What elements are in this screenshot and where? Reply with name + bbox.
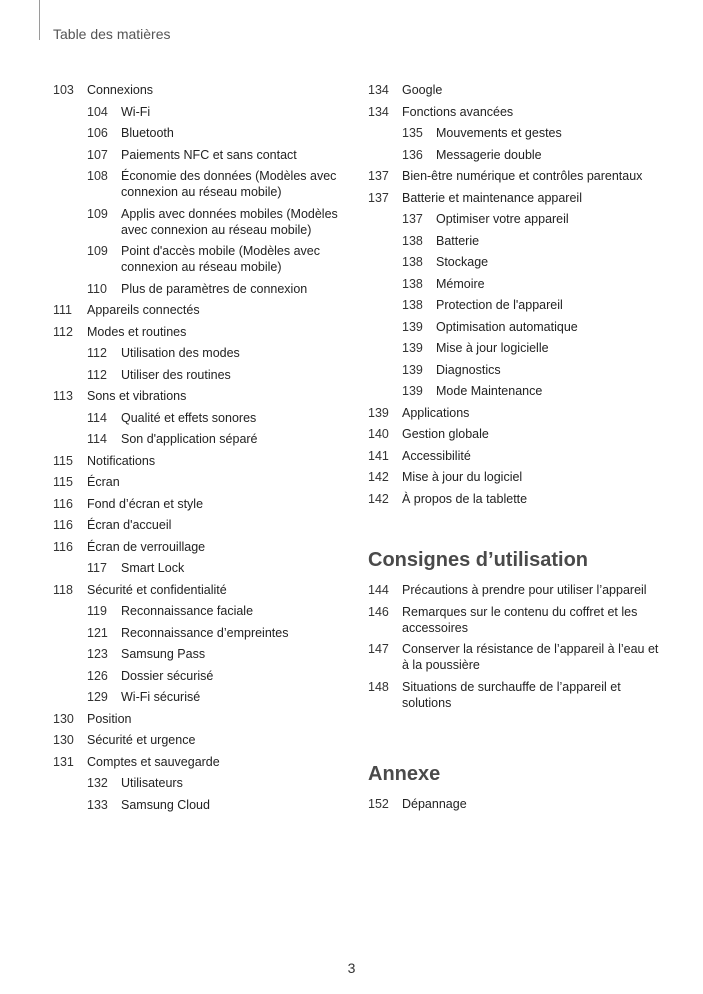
toc-page-number: 132 (87, 776, 108, 790)
toc-page-number: 109 (87, 206, 108, 221)
toc-entry-title: Google (402, 83, 443, 97)
toc-page-number: 119 (87, 604, 107, 618)
toc-entry-title: Protection de l'appareil (436, 298, 563, 312)
toc-entry[interactable] (53, 517, 363, 533)
page-number: 3 (347, 960, 356, 976)
toc-entry-title: Qualité et effets sonores (121, 410, 257, 425)
toc-entry[interactable] (53, 82, 363, 98)
toc-entry-title: Écran (87, 475, 120, 489)
toc-page-number: 138 (402, 233, 423, 248)
toc-entry-title: Utilisation des modes (121, 346, 240, 360)
toc-entry-title: Gestion globale (402, 427, 489, 441)
toc-entry[interactable] (368, 426, 668, 442)
toc-entry-title: Son d'application séparé (121, 432, 258, 446)
toc-entry-title: Wi-Fi sécurisé (121, 690, 201, 704)
toc-page-number: 116 (53, 539, 73, 554)
toc-entry-title: Précautions à prendre pour utiliser l’appareil (402, 583, 647, 597)
toc-entry-title: Messagerie double (436, 147, 542, 162)
toc-entry[interactable] (53, 496, 363, 512)
toc-entry[interactable] (368, 448, 668, 464)
toc-entry-title: Sécurité et confidentialité (87, 582, 227, 597)
toc-entry-title: Reconnaissance faciale (121, 604, 254, 618)
toc-entry-title: Sécurité et urgence (87, 733, 196, 747)
toc-entry-title: Wi-Fi (121, 104, 151, 119)
toc-page-number: 104 (87, 104, 108, 119)
toc-page-number: 138 (402, 276, 423, 291)
toc-entry-title: Modes et routines (87, 324, 187, 339)
toc-page-number: 147 (368, 642, 389, 656)
toc-entry[interactable] (87, 345, 363, 361)
toc-entry[interactable] (87, 668, 363, 684)
toc-entry-title: Bien-être numérique et contrôles parentaux (402, 169, 643, 183)
toc-page-number: 108 (87, 169, 108, 183)
toc-entry[interactable] (87, 646, 363, 662)
toc-page-number: 110 (87, 281, 107, 296)
toc-entry[interactable] (402, 276, 668, 292)
toc-entry-title: Reconnaissance d’empreintes (121, 625, 289, 640)
toc-page-number: 139 (402, 384, 423, 398)
toc-entry-title: Paiements NFC et sans contact (121, 147, 297, 162)
toc-entry[interactable] (402, 211, 668, 227)
toc-page-number: 137 (368, 169, 389, 183)
toc-entry-title: Dépannage (402, 797, 467, 811)
toc-entry[interactable] (87, 125, 363, 141)
toc-page-number: 138 (402, 255, 423, 269)
toc-entry[interactable] (87, 775, 363, 791)
header-title: Table des matières (53, 26, 171, 42)
toc-entry[interactable] (402, 319, 668, 335)
toc-entry-title: Optimiser votre appareil (436, 212, 569, 226)
toc-entry[interactable] (402, 254, 668, 270)
toc-entry-title: Position (87, 711, 132, 726)
toc-page-number: 137 (402, 212, 423, 226)
toc-page-number: 107 (87, 147, 108, 162)
toc-entry[interactable] (53, 453, 363, 469)
toc-page-number: 129 (87, 690, 108, 704)
toc-entry[interactable] (402, 340, 668, 356)
toc-entry-title: Utilisateurs (121, 776, 183, 790)
toc-entry-title: Samsung Pass (121, 647, 206, 661)
toc-entry[interactable] (53, 474, 363, 490)
toc-entry[interactable] (87, 367, 363, 383)
toc-page-number: 137 (368, 190, 389, 205)
toc-page-number: 112 (53, 324, 73, 339)
toc-page-number: 131 (53, 754, 74, 769)
toc-page-number: 121 (87, 625, 108, 640)
toc-page-number: 126 (87, 668, 108, 683)
toc-entry-title: Mise à jour logicielle (436, 341, 549, 355)
toc-entry-title: Applis avec données mobiles (Modèles avec connexion au réseau mobile) (121, 206, 338, 237)
toc-page-number: 116 (53, 518, 73, 532)
toc-entry[interactable] (87, 560, 363, 576)
toc-left-column (53, 82, 363, 818)
toc-page-number: 133 (87, 797, 108, 812)
toc-entry-title: Batterie et maintenance appareil (402, 190, 582, 205)
toc-page-number: 103 (53, 83, 74, 97)
toc-entry[interactable] (368, 405, 668, 421)
toc-page-number: 144 (368, 583, 389, 597)
section-title-consignes: Consignes d’utilisation (368, 549, 589, 571)
toc-entry-title: Point d'accès mobile (Modèles avec connexion au réseau mobile) (121, 244, 321, 274)
toc-entry-title: Samsung Cloud (121, 797, 210, 812)
toc-entry-title: Écran de verrouillage (87, 539, 206, 554)
toc-page-number: 139 (402, 362, 423, 377)
toc-page-number: 148 (368, 679, 389, 694)
toc-entry[interactable] (402, 233, 668, 249)
toc-entry[interactable] (402, 125, 668, 141)
toc-page-number: 117 (87, 561, 107, 575)
toc-page-number: 109 (87, 244, 108, 258)
toc-page-number: 135 (402, 126, 423, 140)
toc-entry-title: Situations de surchauffe de l’appareil et solutions (402, 679, 621, 710)
toc-page-number: 114 (87, 410, 107, 425)
toc-page-number: 114 (87, 432, 107, 446)
toc-page-number: 139 (402, 319, 423, 334)
toc-entry[interactable] (87, 689, 363, 705)
toc-entry-title: Mise à jour du logiciel (402, 470, 523, 484)
toc-entry-title: Accessibilité (402, 448, 471, 463)
toc-page-number: 116 (53, 496, 73, 511)
toc-entry[interactable] (368, 469, 668, 485)
toc-entry[interactable] (368, 582, 668, 598)
toc-page-number: 115 (53, 475, 73, 489)
toc-entry[interactable] (368, 82, 668, 98)
toc-entry-title: Notifications (87, 453, 156, 468)
toc-entry[interactable] (368, 491, 668, 507)
toc-entry-title: Fonctions avancées (402, 104, 514, 119)
toc-page-number: 113 (53, 389, 73, 403)
toc-entry[interactable] (53, 582, 363, 598)
toc-entry[interactable] (368, 796, 668, 812)
toc-entry[interactable] (53, 302, 363, 318)
toc-entry[interactable] (53, 732, 363, 748)
toc-entry-title: Diagnostics (436, 362, 501, 377)
toc-page-number: 142 (368, 491, 389, 506)
toc-entry-title: Appareils connectés (87, 303, 200, 317)
toc-page-number: 130 (53, 733, 74, 747)
toc-entry-title: Mode Maintenance (436, 384, 543, 398)
toc-entry[interactable] (402, 383, 668, 399)
toc-entry[interactable] (402, 147, 668, 163)
toc-page-number: 142 (368, 470, 389, 484)
header-edge-line (39, 0, 40, 40)
toc-entry-title: Conserver la résistance de l’appareil à l’eau et à la poussière (402, 642, 659, 672)
toc-entry-title: Bluetooth (121, 126, 174, 140)
toc-entry-title: Fond d’écran et style (87, 496, 204, 511)
toc-page-number: 118 (53, 582, 73, 597)
toc-page-number: 138 (402, 298, 423, 312)
toc-page-number: 112 (87, 367, 107, 382)
toc-entry-title: Plus de paramètres de connexion (121, 281, 308, 296)
section-title-annexe: Annexe (368, 763, 441, 785)
toc-entry[interactable] (368, 641, 668, 673)
toc-entry-title: À propos de la tablette (402, 491, 528, 506)
toc-entry-title: Sons et vibrations (87, 389, 187, 403)
toc-entry-title: Écran d'accueil (87, 518, 172, 532)
toc-page-number: 139 (368, 405, 389, 420)
toc-page-number: 111 (53, 303, 73, 317)
toc-entry-title: Utiliser des routines (121, 367, 231, 382)
toc-entry[interactable] (87, 243, 363, 275)
toc-page-number: 115 (53, 453, 73, 468)
toc-entry[interactable] (87, 168, 363, 200)
toc-entry[interactable] (87, 147, 363, 163)
toc-page-number: 152 (368, 797, 389, 811)
toc-page-number: 139 (402, 341, 423, 355)
toc-entry-title: Stockage (436, 255, 489, 269)
toc-entry[interactable] (402, 362, 668, 378)
toc-entry[interactable] (368, 104, 668, 120)
toc-entry[interactable] (87, 797, 363, 813)
toc-entry[interactable] (87, 625, 363, 641)
toc-entry-title: Optimisation automatique (436, 319, 578, 334)
toc-entry-title: Mouvements et gestes (436, 126, 562, 140)
toc-entry[interactable] (368, 168, 668, 184)
toc-page-number: 140 (368, 427, 389, 441)
toc-entry[interactable] (87, 104, 363, 120)
toc-entry[interactable] (368, 604, 668, 636)
toc-page-number: 123 (87, 647, 108, 661)
toc-entry-title: Dossier sécurisé (121, 668, 214, 683)
toc-entry[interactable] (368, 679, 668, 711)
toc-entry-title: Smart Lock (121, 561, 185, 575)
toc-entry[interactable] (53, 539, 363, 555)
toc-entry[interactable] (53, 324, 363, 340)
toc-entry[interactable] (402, 297, 668, 313)
toc-entry[interactable] (87, 206, 363, 238)
toc-entry[interactable] (53, 388, 363, 404)
toc-entry[interactable] (368, 190, 668, 206)
toc-page-number: 112 (87, 346, 107, 360)
toc-entry-title: Économie des données (Modèles avec connexion au réseau mobile) (121, 169, 337, 199)
toc-entry[interactable] (87, 281, 363, 297)
toc-page-number: 141 (368, 448, 389, 463)
toc-page-number: 134 (368, 83, 389, 97)
toc-entry[interactable] (53, 754, 363, 770)
toc-right-column (368, 82, 668, 818)
toc-entry[interactable] (87, 410, 363, 426)
toc-entry-title: Comptes et sauvegarde (87, 754, 220, 769)
toc-page-number: 146 (368, 604, 389, 619)
toc-entry-title: Batterie (436, 233, 480, 248)
toc-entry[interactable] (87, 603, 363, 619)
toc-entry-title: Applications (402, 405, 470, 420)
toc-page-number: 106 (87, 126, 108, 140)
toc-page-number: 136 (402, 147, 423, 162)
toc-entry[interactable] (53, 711, 363, 727)
toc-entry-title: Mémoire (436, 276, 485, 291)
toc-entry-title: Connexions (87, 83, 154, 97)
toc-page-number: 134 (368, 104, 389, 119)
toc-entry[interactable] (87, 431, 363, 447)
toc-entry-title: Remarques sur le contenu du coffret et les accessoires (402, 604, 638, 635)
toc-page-number: 130 (53, 711, 74, 726)
